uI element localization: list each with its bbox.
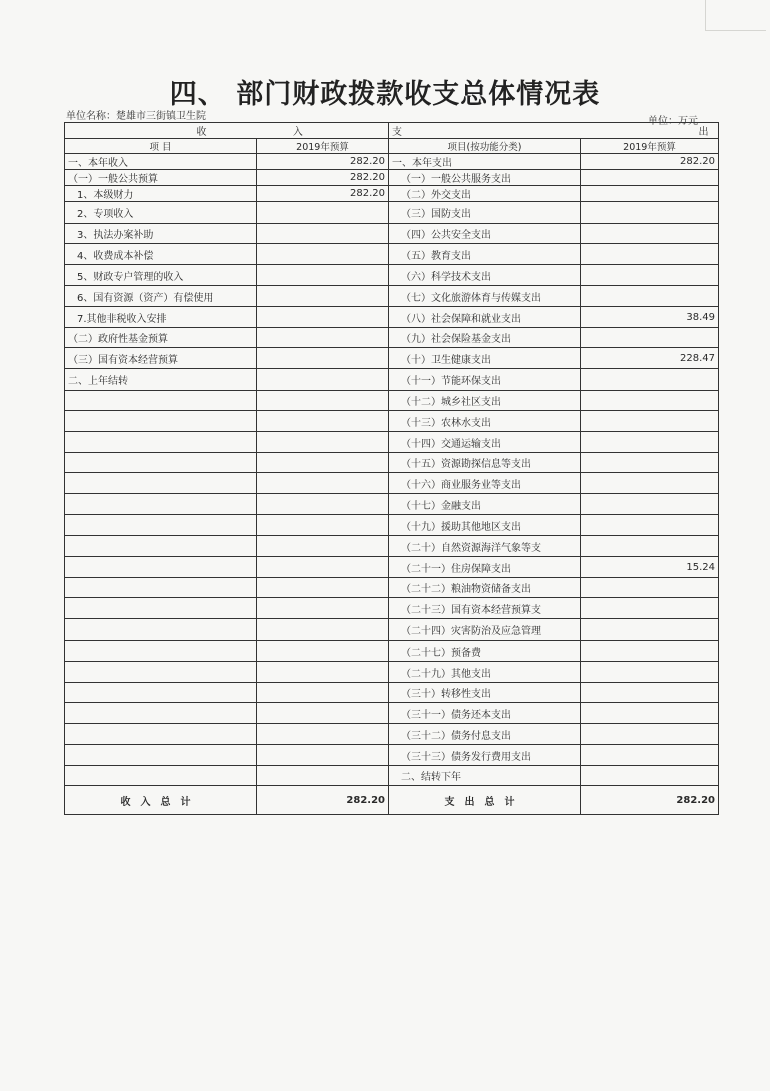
expense-value-cell — [581, 598, 719, 619]
expense-item-cell: （十三）农林水支出 — [389, 411, 581, 432]
expense-item-cell: （二）外交支出 — [389, 186, 581, 202]
expense-item-cell: （十九）援助其他地区支出 — [389, 515, 581, 536]
income-item-cell — [65, 724, 257, 745]
table-row — [65, 703, 719, 724]
expense-total-value: 282.20 — [581, 786, 719, 815]
income-item-cell: 5、财政专户管理的收入 — [65, 265, 257, 286]
table-row — [65, 369, 719, 391]
expense-item-cell: （二十二）粮油物资储备支出 — [389, 578, 581, 598]
expense-value-cell — [581, 411, 719, 432]
expense-value-cell — [581, 244, 719, 265]
expense-value-cell — [581, 683, 719, 703]
income-value-cell — [257, 683, 389, 703]
income-value-cell — [257, 391, 389, 411]
table-row — [65, 473, 719, 494]
income-value-cell: 282.20 — [257, 170, 389, 186]
expense-item-cell: 二、结转下年 — [389, 766, 581, 786]
expense-item-cell: （十二）城乡社区支出 — [389, 391, 581, 411]
table-row — [65, 328, 719, 348]
table-row — [65, 515, 719, 536]
table-row — [65, 411, 719, 432]
table-row — [65, 170, 719, 186]
table-row — [65, 536, 719, 557]
table-row — [65, 224, 719, 244]
income-item-cell — [65, 703, 257, 724]
expense-item-cell: （二十三）国有资本经营预算支 — [389, 598, 581, 619]
expense-value-cell — [581, 578, 719, 598]
expense-value-cell — [581, 202, 719, 224]
table-row — [65, 598, 719, 619]
budget-right-header: 2019年预算 — [581, 139, 719, 154]
table-row — [65, 154, 719, 170]
income-value-cell — [257, 369, 389, 391]
income-value-cell — [257, 766, 389, 786]
income-item-cell: 2、专项收入 — [65, 202, 257, 224]
table-row — [65, 578, 719, 598]
income-value-cell — [257, 724, 389, 745]
income-header: 收 入 — [65, 123, 389, 139]
income-value-cell: 282.20 — [257, 186, 389, 202]
income-total-label: 收入总计 — [65, 786, 257, 815]
expense-value-cell — [581, 745, 719, 766]
income-item-cell — [65, 619, 257, 641]
expense-item-cell: （二十七）预备费 — [389, 641, 581, 662]
expense-item-cell: （十）卫生健康支出 — [389, 348, 581, 369]
income-value-cell — [257, 578, 389, 598]
table-body — [65, 154, 719, 786]
expense-item-cell: （六）科学技术支出 — [389, 265, 581, 286]
table-row — [65, 244, 719, 265]
income-value-cell — [257, 598, 389, 619]
expense-value-cell — [581, 186, 719, 202]
income-item-cell: （一）一般公共预算 — [65, 170, 257, 186]
income-item-cell — [65, 766, 257, 786]
expense-value-cell — [581, 170, 719, 186]
income-value-cell — [257, 453, 389, 473]
expense-value-cell — [581, 619, 719, 641]
expense-item-cell: （十七）金融支出 — [389, 494, 581, 515]
income-item-cell — [65, 641, 257, 662]
expense-value-cell: 228.47 — [581, 348, 719, 369]
expense-item-cell: （二十）自然资源海洋气象等支 — [389, 536, 581, 557]
unit-name: 单位名称：楚雄市三街镇卫生院 — [66, 111, 206, 122]
income-item-cell — [65, 453, 257, 473]
income-value-cell — [257, 411, 389, 432]
item-by-function-header: 项目(按功能分类) — [389, 139, 581, 154]
income-item-cell — [65, 662, 257, 683]
table-row — [65, 683, 719, 703]
expense-value-cell — [581, 224, 719, 244]
income-item-cell — [65, 432, 257, 453]
expense-item-cell: （十四）交通运输支出 — [389, 432, 581, 453]
income-value-cell — [257, 641, 389, 662]
expense-item-cell: （十五）资源勘探信息等支出 — [389, 453, 581, 473]
expense-value-cell — [581, 724, 719, 745]
expense-item-cell: （九）社会保险基金支出 — [389, 328, 581, 348]
income-item-cell — [65, 557, 257, 578]
expense-item-cell: （十六）商业服务业等支出 — [389, 473, 581, 494]
income-value-cell — [257, 244, 389, 265]
expense-value-cell: 282.20 — [581, 154, 719, 170]
income-item-cell — [65, 745, 257, 766]
expense-item-cell: （二十九）其他支出 — [389, 662, 581, 683]
income-value-cell: 282.20 — [257, 154, 389, 170]
income-item-cell: （三）国有资本经营预算 — [65, 348, 257, 369]
expense-item-cell: （三十一）债务还本支出 — [389, 703, 581, 724]
income-item-cell: 7.其他非税收入安排 — [65, 307, 257, 328]
income-value-cell — [257, 224, 389, 244]
table-row — [65, 391, 719, 411]
expense-value-cell: 15.24 — [581, 557, 719, 578]
expense-item-cell: （二十四）灾害防治及应急管理 — [389, 619, 581, 641]
table-row — [65, 641, 719, 662]
income-item-cell: 1、本级财力 — [65, 186, 257, 202]
budget-left-header: 2019年预算 — [257, 139, 389, 154]
income-value-cell — [257, 265, 389, 286]
income-item-cell: 3、执法办案补助 — [65, 224, 257, 244]
page-title: 四、 部门财政拨款收支总体情况表 — [169, 79, 601, 110]
expense-item-cell: （七）文化旅游体育与传媒支出 — [389, 286, 581, 307]
income-item-cell — [65, 473, 257, 494]
expense-item-cell: （三十三）债务发行费用支出 — [389, 745, 581, 766]
expense-value-cell — [581, 766, 719, 786]
scan-artifact — [705, 0, 766, 31]
expense-value-cell — [581, 473, 719, 494]
income-value-cell — [257, 515, 389, 536]
expense-value-cell — [581, 641, 719, 662]
budget-table — [64, 122, 719, 815]
income-value-cell — [257, 473, 389, 494]
income-value-cell — [257, 202, 389, 224]
income-item-cell — [65, 536, 257, 557]
expense-value-cell — [581, 369, 719, 391]
income-item-cell: 一、本年收入 — [65, 154, 257, 170]
table-row — [65, 307, 719, 328]
totals-row — [65, 786, 719, 815]
expense-value-cell — [581, 536, 719, 557]
income-item-cell — [65, 494, 257, 515]
expense-value-cell — [581, 328, 719, 348]
expense-item-cell: （八）社会保障和就业支出 — [389, 307, 581, 328]
expense-value-cell — [581, 265, 719, 286]
income-value-cell — [257, 662, 389, 683]
expense-item-cell: （三十二）债务付息支出 — [389, 724, 581, 745]
income-item-cell — [65, 515, 257, 536]
table-row — [65, 557, 719, 578]
income-value-cell — [257, 619, 389, 641]
unit-measure: 单位：万元 — [648, 116, 698, 127]
expense-value-cell — [581, 703, 719, 724]
table-row — [65, 662, 719, 683]
table-row — [65, 202, 719, 224]
income-item-cell: 6、国有资源（资产）有偿使用 — [65, 286, 257, 307]
expense-item-cell: （十一）节能环保支出 — [389, 369, 581, 391]
income-value-cell — [257, 745, 389, 766]
expense-value-cell: 38.49 — [581, 307, 719, 328]
income-value-cell — [257, 557, 389, 578]
table-row — [65, 724, 719, 745]
expense-header: 支 出 — [389, 123, 719, 139]
expense-value-cell — [581, 515, 719, 536]
expense-item-cell: （四）公共安全支出 — [389, 224, 581, 244]
expense-item-cell: （五）教育支出 — [389, 244, 581, 265]
table-row — [65, 186, 719, 202]
expense-value-cell — [581, 432, 719, 453]
income-value-cell — [257, 536, 389, 557]
header-row-sub — [65, 139, 719, 154]
table-row — [65, 453, 719, 473]
expense-item-cell: （一）一般公共服务支出 — [389, 170, 581, 186]
income-value-cell — [257, 286, 389, 307]
expense-value-cell — [581, 494, 719, 515]
income-value-cell — [257, 328, 389, 348]
income-item-cell — [65, 411, 257, 432]
table-row — [65, 745, 719, 766]
expense-item-cell: （三十）转移性支出 — [389, 683, 581, 703]
income-item-cell: （二）政府性基金预算 — [65, 328, 257, 348]
expense-value-cell — [581, 391, 719, 411]
table-row — [65, 432, 719, 453]
expense-total-label: 支出总计 — [389, 786, 581, 815]
table-row — [65, 619, 719, 641]
expense-value-cell — [581, 286, 719, 307]
income-total-value: 282.20 — [257, 786, 389, 815]
item-header: 项 目 — [65, 139, 257, 154]
income-item-cell — [65, 598, 257, 619]
income-item-cell — [65, 578, 257, 598]
income-value-cell — [257, 307, 389, 328]
expense-item-cell: 一、本年支出 — [389, 154, 581, 170]
table-row — [65, 766, 719, 786]
income-value-cell — [257, 348, 389, 369]
income-value-cell — [257, 432, 389, 453]
table-row — [65, 286, 719, 307]
income-item-cell — [65, 391, 257, 411]
income-value-cell — [257, 703, 389, 724]
income-item-cell: 二、上年结转 — [65, 369, 257, 391]
table-row — [65, 348, 719, 369]
header-row-top — [65, 123, 719, 139]
expense-value-cell — [581, 453, 719, 473]
table-row — [65, 494, 719, 515]
expense-item-cell: （二十一）住房保障支出 — [389, 557, 581, 578]
income-value-cell — [257, 494, 389, 515]
expense-item-cell: （三）国防支出 — [389, 202, 581, 224]
income-item-cell — [65, 683, 257, 703]
income-item-cell: 4、收费成本补偿 — [65, 244, 257, 265]
expense-value-cell — [581, 662, 719, 683]
table-row — [65, 265, 719, 286]
